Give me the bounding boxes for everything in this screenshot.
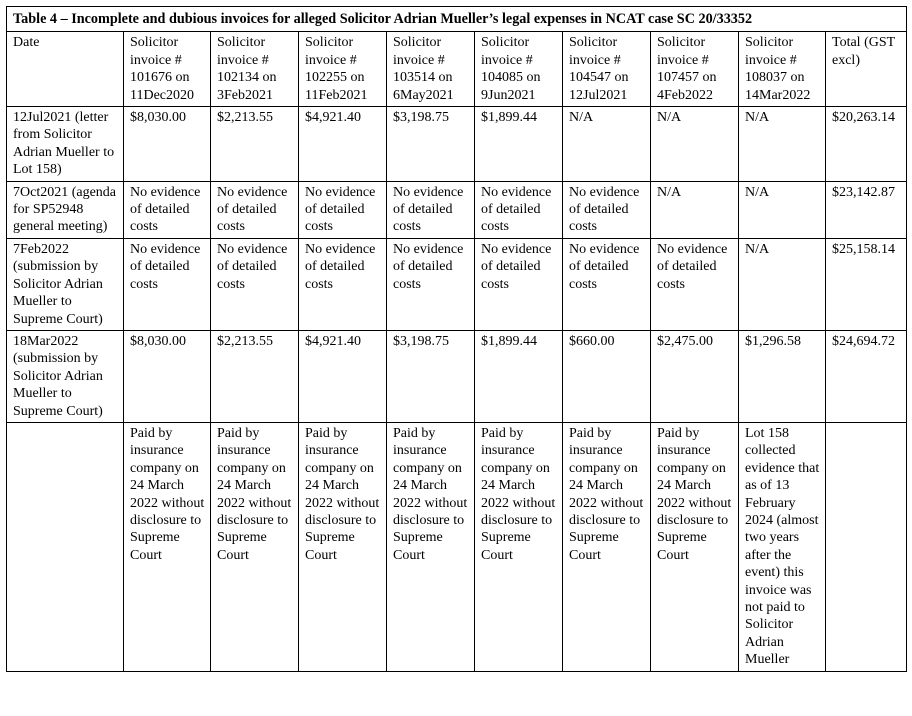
- table-cell: Paid by insurance company on 24 March 2022 without disclosure to Supreme Court: [124, 422, 211, 671]
- table-cell: $2,475.00: [651, 330, 739, 422]
- table-cell: No evidence of detailed costs: [124, 181, 211, 238]
- table-cell: Paid by insurance company on 24 March 2022 without disclosure to Supreme Court: [299, 422, 387, 671]
- table-cell: $4,921.40: [299, 107, 387, 182]
- cell-date: [7, 422, 124, 671]
- header-invoice-101676: Solicitor invoice # 101676 on 11Dec2020: [124, 32, 211, 107]
- table-row: [7, 422, 907, 671]
- table-cell: $3,198.75: [387, 107, 475, 182]
- table-cell: No evidence of detailed costs: [475, 181, 563, 238]
- table-cell: No evidence of detailed costs: [387, 181, 475, 238]
- invoice-table-container: [6, 6, 906, 672]
- title-row: [7, 7, 907, 32]
- table-cell: No evidence of detailed costs: [651, 238, 739, 330]
- header-row: [7, 32, 907, 107]
- table-cell: Paid by insurance company on 24 March 2022 without disclosure to Supreme Court: [211, 422, 299, 671]
- header-date: Date: [7, 32, 124, 107]
- header-invoice-108037: Solicitor invoice # 108037 on 14Mar2022: [739, 32, 826, 107]
- cell-date: 7Oct2021 (agenda for SP52948 general meeting): [7, 181, 124, 238]
- table-cell: N/A: [739, 107, 826, 182]
- table-cell: $8,030.00: [124, 330, 211, 422]
- table-cell: $2,213.55: [211, 107, 299, 182]
- table-title: Table 4 – Incomplete and dubious invoices for alleged Solicitor Adrian Mueller’s legal expenses in NCAT case SC 20/33352: [7, 7, 907, 32]
- table-row: [7, 330, 907, 422]
- table-cell: $4,921.40: [299, 330, 387, 422]
- table-cell: No evidence of detailed costs: [475, 238, 563, 330]
- cell-date: 18Mar2022 (submission by Solicitor Adrian Mueller to Supreme Court): [7, 330, 124, 422]
- invoice-table: [6, 6, 907, 672]
- table-cell: Lot 158 collected evidence that as of 13 February 2024 (almost two years after the event) this invoice was not paid to Solicitor Adrian Mueller: [739, 422, 826, 671]
- table-cell: No evidence of detailed costs: [299, 181, 387, 238]
- table-cell: N/A: [563, 107, 651, 182]
- table-cell: $3,198.75: [387, 330, 475, 422]
- table-cell: N/A: [739, 181, 826, 238]
- cell-date: 7Feb2022 (submission by Solicitor Adrian Mueller to Supreme Court): [7, 238, 124, 330]
- table-cell: $8,030.00: [124, 107, 211, 182]
- cell-total: $25,158.14: [826, 238, 907, 330]
- table-cell: Paid by insurance company on 24 March 2022 without disclosure to Supreme Court: [563, 422, 651, 671]
- table-cell: No evidence of detailed costs: [387, 238, 475, 330]
- header-total: Total (GST excl): [826, 32, 907, 107]
- table-cell: $1,899.44: [475, 330, 563, 422]
- table-cell: Paid by insurance company on 24 March 2022 without disclosure to Supreme Court: [387, 422, 475, 671]
- cell-total: $23,142.87: [826, 181, 907, 238]
- table-cell: No evidence of detailed costs: [563, 181, 651, 238]
- cell-total: $24,694.72: [826, 330, 907, 422]
- header-invoice-104085: Solicitor invoice # 104085 on 9Jun2021: [475, 32, 563, 107]
- table-cell: $1,296.58: [739, 330, 826, 422]
- cell-date: 12Jul2021 (letter from Solicitor Adrian Mueller to Lot 158): [7, 107, 124, 182]
- header-invoice-102255: Solicitor invoice # 102255 on 11Feb2021: [299, 32, 387, 107]
- header-invoice-103514: Solicitor invoice # 103514 on 6May2021: [387, 32, 475, 107]
- table-cell: $2,213.55: [211, 330, 299, 422]
- cell-total: $20,263.14: [826, 107, 907, 182]
- table-row: [7, 181, 907, 238]
- table-row: [7, 107, 907, 182]
- table-cell: N/A: [651, 181, 739, 238]
- header-invoice-107457: Solicitor invoice # 107457 on 4Feb2022: [651, 32, 739, 107]
- table-cell: Paid by insurance company on 24 March 2022 without disclosure to Supreme Court: [651, 422, 739, 671]
- cell-total: [826, 422, 907, 671]
- table-cell: N/A: [651, 107, 739, 182]
- table-cell: N/A: [739, 238, 826, 330]
- table-cell: No evidence of detailed costs: [211, 181, 299, 238]
- header-invoice-102134: Solicitor invoice # 102134 on 3Feb2021: [211, 32, 299, 107]
- table-cell: Paid by insurance company on 24 March 2022 without disclosure to Supreme Court: [475, 422, 563, 671]
- table-cell: No evidence of detailed costs: [124, 238, 211, 330]
- table-cell: $660.00: [563, 330, 651, 422]
- table-cell: No evidence of detailed costs: [211, 238, 299, 330]
- table-cell: No evidence of detailed costs: [563, 238, 651, 330]
- table-row: [7, 238, 907, 330]
- table-cell: No evidence of detailed costs: [299, 238, 387, 330]
- table-cell: $1,899.44: [475, 107, 563, 182]
- header-invoice-104547: Solicitor invoice # 104547 on 12Jul2021: [563, 32, 651, 107]
